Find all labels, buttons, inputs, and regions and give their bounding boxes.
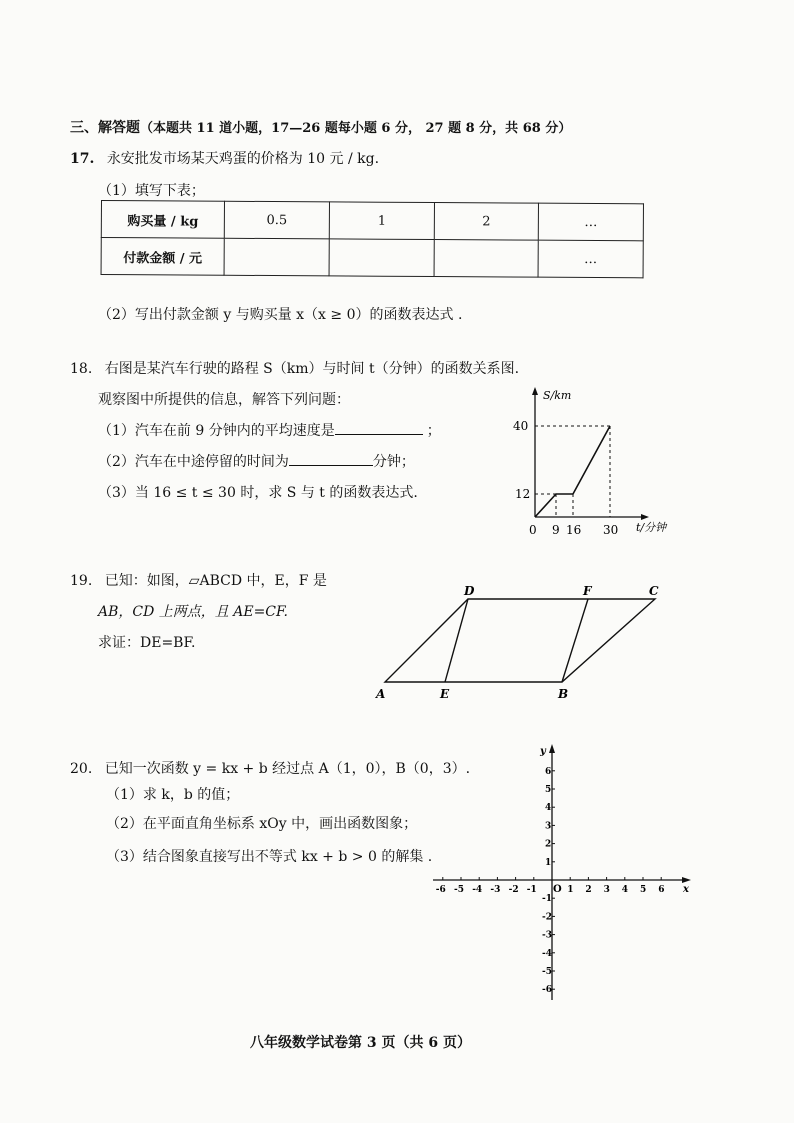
point-label-a: A <box>376 687 386 701</box>
x-tick-label: -6 <box>435 885 446 895</box>
q18-part2-text: （2）汽车在中途停留的时间为 <box>98 454 289 470</box>
x-tick-label: 2 <box>585 885 592 895</box>
q18-stem <box>70 358 519 378</box>
y-tick-label: 4 <box>545 803 552 814</box>
q18-x-tick: 16 <box>566 523 582 537</box>
answer-blank[interactable] <box>289 451 373 466</box>
q19-number: 19. <box>70 573 93 589</box>
q18-y-tick: 40 <box>513 419 529 433</box>
q18-part1-text: （1）汽车在前 9 分钟内的平均速度是 <box>98 423 335 439</box>
q20-part2: （2）在平面直角坐标系 xOy 中，画出函数图象； <box>106 816 418 832</box>
answer-blank[interactable] <box>335 420 423 435</box>
q18-y-axis-label: S/km <box>543 389 572 402</box>
q18-x-axis-label: t/分钟 <box>636 521 667 534</box>
q17-stem-text: 永安批发市场某天鸡蛋的价格为 10 元 / kg. <box>106 151 380 167</box>
q20-x-axis-label: x <box>683 884 689 895</box>
q18-distance-time-graph <box>505 385 690 545</box>
y-tick-label: 2 <box>545 839 552 850</box>
point-label-e: E <box>440 687 450 701</box>
q18-y-tick: 12 <box>515 487 531 501</box>
y-tick-label: 1 <box>545 857 552 868</box>
q20-part3: （3）结合图象直接写出不等式 kx + b > 0 的解集 . <box>106 849 433 865</box>
q17-part2: （2）写出付款金额 y 与购买量 x（x ≥ 0）的函数表达式 . <box>98 307 463 323</box>
q20-part1: （1）求 k，b 的值； <box>106 787 240 803</box>
y-tick-label: 6 <box>545 766 552 777</box>
q18-part1 <box>98 420 441 440</box>
table-cell: … <box>538 240 643 278</box>
q17-number: 17. <box>70 151 95 167</box>
x-tick-label: 1 <box>567 885 574 895</box>
q20-coordinate-plane <box>425 740 695 1005</box>
q18-part1-end: ； <box>426 423 441 439</box>
point-label-d: D <box>464 584 475 598</box>
q20-number: 20. <box>70 761 93 777</box>
y-tick-label: 3 <box>545 821 552 832</box>
section-heading <box>70 117 571 137</box>
q18-part3: （3）当 16 ≤ t ≤ 30 时，求 S 与 t 的函数表达式. <box>98 485 418 501</box>
q18-part2-end: 分钟； <box>372 454 415 470</box>
x-tick-label: 6 <box>658 885 665 895</box>
table-cell: 2 <box>434 203 538 241</box>
x-tick-label: 3 <box>603 885 610 895</box>
y-tick-label: 5 <box>545 785 552 795</box>
q18-part2 <box>98 451 415 471</box>
table-row <box>101 238 643 278</box>
q20-stem-text: 已知一次函数 y = kx + b 经过点 A（1，0），B（0，3）. <box>104 761 471 777</box>
table-cell: … <box>538 203 643 241</box>
q19-line1 <box>70 570 327 590</box>
table-row <box>101 201 643 241</box>
q18-stem-text: 右图是某汽车行驶的路程 S（km）与时间 t（分钟）的函数关系图. <box>104 361 520 377</box>
x-tick-label: -4 <box>472 885 483 895</box>
y-tick-label: -3 <box>542 930 552 941</box>
table-header-amount: 购买量 / kg <box>101 201 224 239</box>
q18-line2: 观察图中所提供的信息，解答下列问题： <box>98 392 350 408</box>
q17-stem <box>70 148 379 168</box>
q18-x-tick: 30 <box>603 523 619 537</box>
q18-x-tick: 9 <box>552 523 560 537</box>
q17-table <box>101 200 644 278</box>
point-label-c: C <box>649 584 659 598</box>
x-tick-label: -1 <box>526 885 537 895</box>
y-tick-label: -1 <box>542 894 552 905</box>
table-cell <box>434 240 538 278</box>
point-label-f: F <box>583 584 592 598</box>
q17-part1: （1）填写下表； <box>98 183 205 199</box>
x-tick-label: -5 <box>454 885 464 895</box>
y-tick-label: -4 <box>542 948 552 959</box>
table-cell <box>329 239 434 277</box>
q18-number: 18. <box>70 361 93 377</box>
q19-line2: AB，CD 上两点，且 AE=CF. <box>98 604 288 620</box>
table-cell: 1 <box>329 202 434 240</box>
table-cell: 0.5 <box>224 201 329 239</box>
table-header-payment: 付款金额 / 元 <box>101 238 224 276</box>
page-footer: 八年级数学试卷第 3 页（共 6 页） <box>250 1035 471 1051</box>
x-tick-label: -2 <box>508 885 519 895</box>
x-tick-label: 4 <box>621 885 629 895</box>
y-tick-label: -5 <box>542 967 552 977</box>
table-cell <box>224 238 329 276</box>
x-tick-label: -3 <box>490 885 501 895</box>
q19-parallelogram-figure <box>372 578 672 706</box>
y-tick-label: -6 <box>542 985 552 996</box>
q20-stem <box>70 758 470 778</box>
x-tick-label: 5 <box>640 885 647 895</box>
q20-origin-label: O <box>553 884 562 895</box>
q19-line1-text: 已知：如图，▱ABCD 中，E，F 是 <box>104 573 327 589</box>
y-tick-label: -2 <box>542 912 552 923</box>
point-label-b: B <box>558 687 569 701</box>
q18-x-tick: 0 <box>529 523 537 537</box>
section-heading-title: 三、解答题 <box>70 120 140 136</box>
y-tick-labels <box>542 767 552 995</box>
q19-line3: 求证：DE=BF. <box>98 635 196 651</box>
section-heading-note: （本题共 11 道小题，17—26 题每小题 6 分， 27 题 8 分，共 68 分） <box>140 121 572 136</box>
q20-y-axis-label: y <box>540 746 546 757</box>
